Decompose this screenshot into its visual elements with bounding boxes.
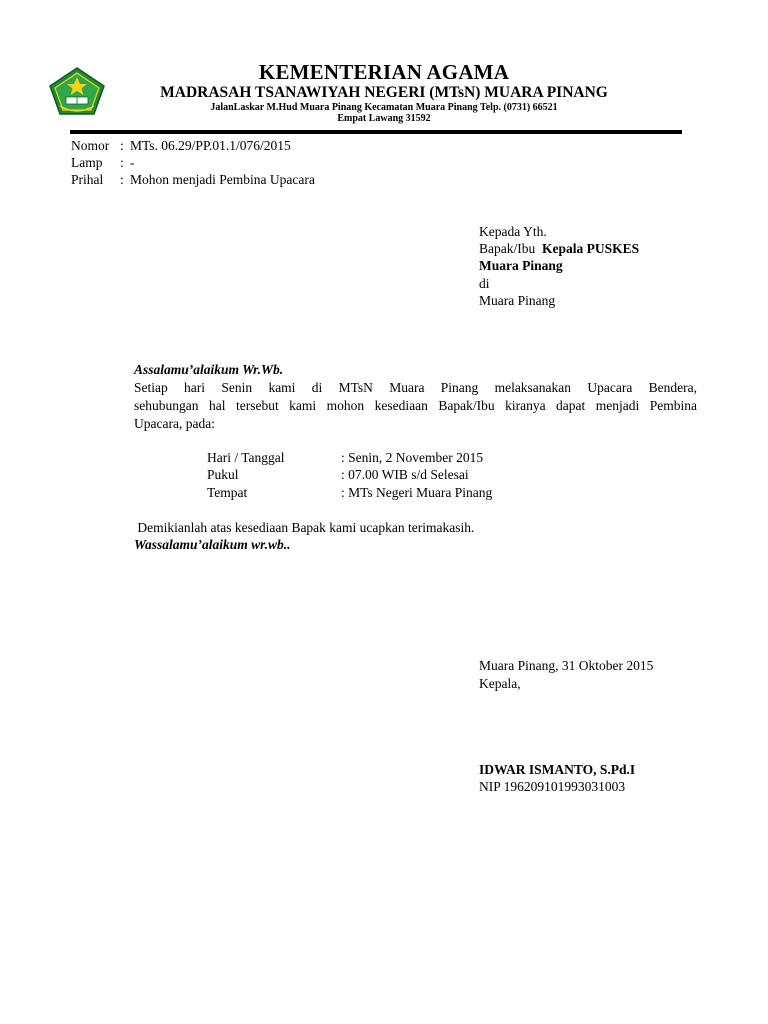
- letterhead-divider: [70, 130, 682, 134]
- farewell: Wassalamu’alaikum wr.wb..: [134, 537, 291, 552]
- detail-label-place: Tempat: [207, 485, 248, 500]
- recipient-prefix: Bapak/Ibu: [479, 241, 536, 256]
- nomor-value: MTs. 06.29/PP.01.1/076/2015: [130, 138, 291, 153]
- nomor-colon: :: [120, 138, 124, 153]
- signature-name: IDWAR ISMANTO, S.Pd.I: [479, 762, 636, 777]
- letterhead-address: JalanLaskar M.Hud Muara Pinang Kecamatan Muara Pinang Telp. (0731) 66521: [210, 102, 558, 113]
- prihal-value: Mohon menjadi Pembina Upacara: [130, 172, 315, 187]
- lamp-value: -: [130, 155, 135, 170]
- letterhead-city: Empat Lawang 31592: [337, 113, 431, 124]
- nomor-label: Nomor: [71, 138, 110, 153]
- prihal-label: Prihal: [71, 172, 104, 187]
- recipient-line4: di: [479, 276, 490, 291]
- detail-value-place: : MTs Negeri Muara Pinang: [341, 485, 493, 500]
- detail-value-date: : Senin, 2 November 2015: [341, 450, 484, 465]
- closing-sentence: Demikianlah atas kesediaan Bapak kami ucapkan terimakasih.: [134, 520, 475, 535]
- prihal-colon: :: [120, 172, 124, 187]
- letterhead-school-name: MADRASAH TSANAWIYAH NEGERI (MTsN) MUARA PINANG: [160, 84, 608, 101]
- signature-title: Kepala,: [479, 676, 521, 691]
- detail-label-date: Hari / Tanggal: [207, 450, 285, 465]
- lamp-label: Lamp: [71, 155, 103, 170]
- detail-value-time: : 07.00 WIB s/d Selesai: [341, 467, 469, 482]
- lamp-colon: :: [120, 155, 124, 170]
- letterhead-ministry: KEMENTERIAN AGAMA: [258, 60, 510, 84]
- recipient-line5: Muara Pinang: [479, 293, 556, 308]
- paragraph-line3: Upacara, pada:: [134, 416, 215, 431]
- signature-nip: NIP 196209101993031003: [479, 779, 626, 794]
- recipient-line2: [479, 241, 639, 257]
- paragraph-line1: Setiap hari Senin kami di MTsN Muara Pinang melaksanakan Upacara Bendera,: [134, 380, 697, 395]
- recipient-office: Kepala PUSKES: [542, 241, 640, 256]
- greeting: Assalamu’alaikum Wr.Wb.: [134, 362, 284, 377]
- paragraph-line2: sehubungan hal tersebut kami mohon kesediaan Bapak/Ibu kiranya dapat menjadi Pembina: [134, 398, 697, 413]
- recipient-line3: Muara Pinang: [479, 258, 563, 273]
- detail-label-time: Pukul: [207, 467, 239, 482]
- signature-place-date: Muara Pinang, 31 Oktober 2015: [479, 658, 654, 673]
- recipient-line1: Kepada Yth.: [479, 224, 547, 239]
